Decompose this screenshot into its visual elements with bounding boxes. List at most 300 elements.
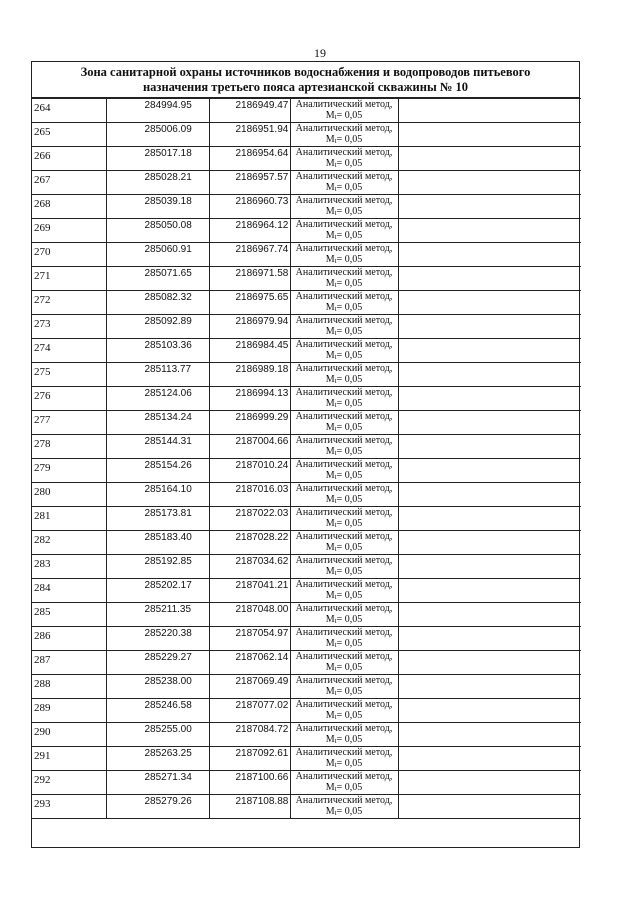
coordinate-x: 285124.06 (106, 387, 209, 411)
title-line-1: Зона санитарной охраны источников водоснабжения и водопроводов питьевого (80, 65, 531, 79)
coordinate-y: 2187010.24 (209, 459, 290, 483)
method-text: Аналитический метод, (295, 531, 393, 542)
empty-cell (398, 267, 581, 291)
table-row (32, 219, 581, 243)
coordinate-y: 2187108.88 (209, 795, 290, 819)
coordinate-y: 2187084.72 (209, 723, 290, 747)
method-text: Аналитический метод, (295, 747, 393, 758)
coordinate-x: 285263.25 (106, 747, 209, 771)
point-number: 289 (32, 699, 106, 723)
point-number: 271 (32, 267, 106, 291)
point-number: 283 (32, 555, 106, 579)
accuracy-number: = 0,05 (336, 757, 363, 769)
table-row (32, 747, 581, 771)
empty-cell (398, 339, 581, 363)
accuracy-value (291, 423, 398, 435)
empty-cell (398, 579, 581, 603)
accuracy-value (291, 663, 398, 675)
point-number: 279 (32, 459, 106, 483)
accuracy-number: = 0,05 (336, 565, 363, 577)
table-row (32, 387, 581, 411)
method-text: Аналитический метод, (295, 459, 393, 470)
empty-cell (398, 171, 581, 195)
accuracy-label: M (325, 325, 335, 337)
table-row (32, 339, 581, 363)
method-cell (290, 219, 398, 243)
accuracy-number: = 0,05 (336, 277, 363, 289)
empty-cell (398, 627, 581, 651)
table-row (32, 123, 581, 147)
accuracy-subscript: t (334, 376, 337, 385)
coordinate-y: 2187069.49 (209, 675, 290, 699)
table-row (32, 267, 581, 291)
accuracy-subscript: t (334, 448, 337, 457)
point-number: 266 (32, 147, 106, 171)
accuracy-subscript: t (334, 592, 337, 601)
method-text: Аналитический метод, (295, 483, 393, 494)
accuracy-subscript: t (334, 472, 337, 481)
accuracy-value (291, 375, 398, 387)
point-number: 265 (32, 123, 106, 147)
coordinate-x: 285279.26 (106, 795, 209, 819)
accuracy-label: M (325, 253, 335, 265)
method-cell (290, 795, 398, 819)
coordinate-y: 2187062.14 (209, 651, 290, 675)
point-number: 280 (32, 483, 106, 507)
method-text: Аналитический метод, (295, 171, 393, 182)
accuracy-subscript: t (334, 352, 337, 361)
coordinate-x: 285183.40 (106, 531, 209, 555)
method-text: Аналитический метод, (295, 699, 393, 710)
table-row (32, 147, 581, 171)
table-row (32, 99, 581, 123)
accuracy-number: = 0,05 (336, 421, 363, 433)
accuracy-subscript: t (334, 304, 337, 313)
accuracy-label: M (325, 301, 335, 313)
point-number: 275 (32, 363, 106, 387)
method-cell (290, 363, 398, 387)
accuracy-number: = 0,05 (336, 205, 363, 217)
coordinate-x: 285271.34 (106, 771, 209, 795)
empty-cell (398, 795, 581, 819)
method-text: Аналитический метод, (295, 195, 393, 206)
accuracy-value (291, 279, 398, 291)
coordinate-y: 2186949.47 (209, 99, 290, 123)
accuracy-subscript: t (334, 784, 337, 793)
method-cell (290, 651, 398, 675)
point-number: 292 (32, 771, 106, 795)
coordinate-x: 285134.24 (106, 411, 209, 435)
method-text: Аналитический метод, (295, 627, 393, 638)
coordinate-y: 2187092.61 (209, 747, 290, 771)
accuracy-number: = 0,05 (336, 733, 363, 745)
coordinate-y: 2187022.03 (209, 507, 290, 531)
method-text: Аналитический метод, (295, 339, 393, 350)
point-number: 274 (32, 339, 106, 363)
accuracy-value (291, 543, 398, 555)
point-number: 287 (32, 651, 106, 675)
method-cell (290, 99, 398, 123)
accuracy-label: M (325, 661, 335, 673)
coordinate-x: 285238.00 (106, 675, 209, 699)
method-text: Аналитический метод, (295, 795, 393, 806)
accuracy-value (291, 807, 398, 819)
empty-cell (398, 291, 581, 315)
accuracy-number: = 0,05 (336, 517, 363, 529)
empty-cell (398, 747, 581, 771)
accuracy-subscript: t (334, 712, 337, 721)
accuracy-number: = 0,05 (336, 781, 363, 793)
accuracy-value (291, 783, 398, 795)
method-cell (290, 747, 398, 771)
accuracy-value (291, 519, 398, 531)
table-row (32, 171, 581, 195)
empty-cell (398, 699, 581, 723)
coordinate-x: 285092.89 (106, 315, 209, 339)
method-cell (290, 411, 398, 435)
point-number: 277 (32, 411, 106, 435)
method-cell (290, 459, 398, 483)
accuracy-subscript: t (334, 184, 337, 193)
coordinate-y: 2186967.74 (209, 243, 290, 267)
accuracy-label: M (325, 373, 335, 385)
method-cell (290, 435, 398, 459)
method-text: Аналитический метод, (295, 291, 393, 302)
coordinate-x: 285255.00 (106, 723, 209, 747)
accuracy-value (291, 639, 398, 651)
coordinate-x: 285006.09 (106, 123, 209, 147)
accuracy-value (291, 567, 398, 579)
table-row (32, 291, 581, 315)
coordinate-x: 285220.38 (106, 627, 209, 651)
title-line-2: назначения третьего пояса артезианской скважины № 10 (142, 80, 469, 94)
method-cell (290, 627, 398, 651)
accuracy-subscript: t (334, 424, 337, 433)
empty-cell (398, 483, 581, 507)
accuracy-number: = 0,05 (336, 229, 363, 241)
point-number: 268 (32, 195, 106, 219)
coordinate-x: 285050.08 (106, 219, 209, 243)
coordinate-x: 285173.81 (106, 507, 209, 531)
method-cell (290, 147, 398, 171)
accuracy-number: = 0,05 (336, 109, 363, 121)
empty-cell (398, 411, 581, 435)
coordinate-x: 285017.18 (106, 147, 209, 171)
point-number: 278 (32, 435, 106, 459)
point-number: 276 (32, 387, 106, 411)
table-row (32, 723, 581, 747)
table-row (32, 195, 581, 219)
table-title (32, 62, 579, 98)
table-row (32, 627, 581, 651)
accuracy-number: = 0,05 (336, 349, 363, 361)
method-cell (290, 675, 398, 699)
accuracy-number: = 0,05 (336, 613, 363, 625)
accuracy-value (291, 495, 398, 507)
accuracy-label: M (325, 229, 335, 241)
empty-cell (398, 675, 581, 699)
empty-cell (398, 507, 581, 531)
point-number: 288 (32, 675, 106, 699)
empty-cell (398, 315, 581, 339)
accuracy-label: M (325, 637, 335, 649)
accuracy-number: = 0,05 (336, 157, 363, 169)
table-row (32, 531, 581, 555)
coordinate-y: 2186975.65 (209, 291, 290, 315)
method-text: Аналитический метод, (295, 147, 393, 158)
accuracy-subscript: t (334, 112, 337, 121)
table-row (32, 699, 581, 723)
coordinate-y: 2186989.18 (209, 363, 290, 387)
accuracy-label: M (325, 589, 335, 601)
coordinate-y: 2186999.29 (209, 411, 290, 435)
accuracy-label: M (325, 445, 335, 457)
table-row (32, 795, 581, 819)
table-row (32, 435, 581, 459)
coordinate-x: 285082.32 (106, 291, 209, 315)
accuracy-subscript: t (334, 544, 337, 553)
accuracy-value (291, 615, 398, 627)
accuracy-value (291, 735, 398, 747)
coordinate-x: 285028.21 (106, 171, 209, 195)
table-row (32, 459, 581, 483)
method-cell (290, 195, 398, 219)
accuracy-number: = 0,05 (336, 493, 363, 505)
coordinate-x: 284994.95 (106, 99, 209, 123)
coordinate-x: 285154.26 (106, 459, 209, 483)
method-text: Аналитический метод, (295, 507, 393, 518)
accuracy-number: = 0,05 (336, 589, 363, 601)
accuracy-subscript: t (334, 280, 337, 289)
accuracy-value (291, 135, 398, 147)
empty-cell (398, 435, 581, 459)
accuracy-label: M (325, 469, 335, 481)
point-number: 267 (32, 171, 106, 195)
table-row (32, 363, 581, 387)
method-text: Аналитический метод, (295, 675, 393, 686)
accuracy-number: = 0,05 (336, 253, 363, 265)
coordinate-x: 285144.31 (106, 435, 209, 459)
method-cell (290, 507, 398, 531)
accuracy-label: M (325, 685, 335, 697)
accuracy-subscript: t (334, 256, 337, 265)
table-row (32, 411, 581, 435)
method-text: Аналитический метод, (295, 387, 393, 398)
method-text: Аналитический метод, (295, 315, 393, 326)
accuracy-subscript: t (334, 400, 337, 409)
accuracy-number: = 0,05 (336, 181, 363, 193)
coordinates-table (32, 98, 581, 819)
accuracy-number: = 0,05 (336, 469, 363, 481)
coordinate-y: 2187100.66 (209, 771, 290, 795)
method-text: Аналитический метод, (295, 771, 393, 782)
point-number: 269 (32, 219, 106, 243)
coordinate-y: 2187028.22 (209, 531, 290, 555)
accuracy-subscript: t (334, 736, 337, 745)
accuracy-label: M (325, 109, 335, 121)
point-number: 264 (32, 99, 106, 123)
method-text: Аналитический метод, (295, 363, 393, 374)
accuracy-subscript: t (334, 232, 337, 241)
empty-cell (398, 123, 581, 147)
accuracy-label: M (325, 517, 335, 529)
method-cell (290, 291, 398, 315)
method-text: Аналитический метод, (295, 411, 393, 422)
point-number: 273 (32, 315, 106, 339)
method-cell (290, 483, 398, 507)
empty-cell (398, 723, 581, 747)
accuracy-number: = 0,05 (336, 325, 363, 337)
method-cell (290, 603, 398, 627)
empty-cell (398, 459, 581, 483)
accuracy-label: M (325, 733, 335, 745)
method-cell (290, 555, 398, 579)
coordinate-x: 285246.58 (106, 699, 209, 723)
table-row (32, 771, 581, 795)
point-number: 293 (32, 795, 106, 819)
accuracy-subscript: t (334, 520, 337, 529)
accuracy-subscript: t (334, 568, 337, 577)
coordinate-y: 2186979.94 (209, 315, 290, 339)
accuracy-label: M (325, 541, 335, 553)
accuracy-value (291, 471, 398, 483)
point-number: 272 (32, 291, 106, 315)
point-number: 291 (32, 747, 106, 771)
method-cell (290, 243, 398, 267)
coordinate-y: 2186954.64 (209, 147, 290, 171)
accuracy-number: = 0,05 (336, 637, 363, 649)
accuracy-subscript: t (334, 496, 337, 505)
accuracy-subscript: t (334, 664, 337, 673)
accuracy-value (291, 183, 398, 195)
method-cell (290, 123, 398, 147)
table-row (32, 675, 581, 699)
accuracy-value (291, 327, 398, 339)
coordinate-x: 285202.17 (106, 579, 209, 603)
method-text: Аналитический метод, (295, 651, 393, 662)
accuracy-number: = 0,05 (336, 373, 363, 385)
empty-cell (398, 531, 581, 555)
accuracy-value (291, 255, 398, 267)
document-sheet (31, 61, 580, 848)
accuracy-value (291, 231, 398, 243)
page-number: 19 (314, 46, 326, 60)
coordinate-y: 2186994.13 (209, 387, 290, 411)
method-cell (290, 579, 398, 603)
coordinate-y: 2186964.12 (209, 219, 290, 243)
accuracy-label: M (325, 613, 335, 625)
accuracy-subscript: t (334, 160, 337, 169)
accuracy-value (291, 207, 398, 219)
empty-cell (398, 219, 581, 243)
method-cell (290, 771, 398, 795)
accuracy-label: M (325, 709, 335, 721)
accuracy-label: M (325, 205, 335, 217)
method-cell (290, 387, 398, 411)
coordinate-y: 2187054.97 (209, 627, 290, 651)
coordinates-table-body (32, 99, 581, 819)
coordinate-y: 2187004.66 (209, 435, 290, 459)
table-row (32, 483, 581, 507)
empty-cell (398, 243, 581, 267)
method-cell (290, 171, 398, 195)
accuracy-value (291, 399, 398, 411)
method-text: Аналитический метод, (295, 243, 393, 254)
method-cell (290, 339, 398, 363)
coordinate-y: 2187016.03 (209, 483, 290, 507)
coordinate-x: 285211.35 (106, 603, 209, 627)
accuracy-number: = 0,05 (336, 133, 363, 145)
empty-cell (398, 99, 581, 123)
method-cell (290, 315, 398, 339)
accuracy-label: M (325, 757, 335, 769)
coordinate-y: 2186984.45 (209, 339, 290, 363)
method-text: Аналитический метод, (295, 603, 393, 614)
method-text: Аналитический метод, (295, 99, 393, 110)
accuracy-value (291, 447, 398, 459)
accuracy-subscript: t (334, 208, 337, 217)
accuracy-subscript: t (334, 640, 337, 649)
accuracy-label: M (325, 157, 335, 169)
coordinate-y: 2187041.21 (209, 579, 290, 603)
table-row (32, 651, 581, 675)
empty-cell (398, 555, 581, 579)
method-cell (290, 531, 398, 555)
point-number: 281 (32, 507, 106, 531)
method-text: Аналитический метод, (295, 723, 393, 734)
coordinate-y: 2187077.02 (209, 699, 290, 723)
method-cell (290, 723, 398, 747)
accuracy-value (291, 351, 398, 363)
coordinate-x: 285103.36 (106, 339, 209, 363)
coordinate-y: 2187034.62 (209, 555, 290, 579)
accuracy-subscript: t (334, 688, 337, 697)
method-text: Аналитический метод, (295, 219, 393, 230)
method-text: Аналитический метод, (295, 555, 393, 566)
accuracy-label: M (325, 397, 335, 409)
accuracy-label: M (325, 421, 335, 433)
accuracy-number: = 0,05 (336, 541, 363, 553)
accuracy-label: M (325, 181, 335, 193)
accuracy-subscript: t (334, 328, 337, 337)
method-cell (290, 699, 398, 723)
table-row (32, 555, 581, 579)
point-number: 284 (32, 579, 106, 603)
accuracy-value (291, 591, 398, 603)
table-row (32, 243, 581, 267)
accuracy-number: = 0,05 (336, 805, 363, 817)
accuracy-label: M (325, 781, 335, 793)
accuracy-subscript: t (334, 808, 337, 817)
empty-cell (398, 147, 581, 171)
accuracy-number: = 0,05 (336, 709, 363, 721)
empty-cell (398, 651, 581, 675)
coordinate-x: 285229.27 (106, 651, 209, 675)
accuracy-subscript: t (334, 136, 337, 145)
point-number: 286 (32, 627, 106, 651)
point-number: 285 (32, 603, 106, 627)
coordinate-x: 285164.10 (106, 483, 209, 507)
accuracy-number: = 0,05 (336, 301, 363, 313)
accuracy-number: = 0,05 (336, 685, 363, 697)
coordinate-x: 285071.65 (106, 267, 209, 291)
method-cell (290, 267, 398, 291)
point-number: 282 (32, 531, 106, 555)
method-text: Аналитический метод, (295, 435, 393, 446)
table-row (32, 315, 581, 339)
table-row (32, 507, 581, 531)
accuracy-value (291, 687, 398, 699)
